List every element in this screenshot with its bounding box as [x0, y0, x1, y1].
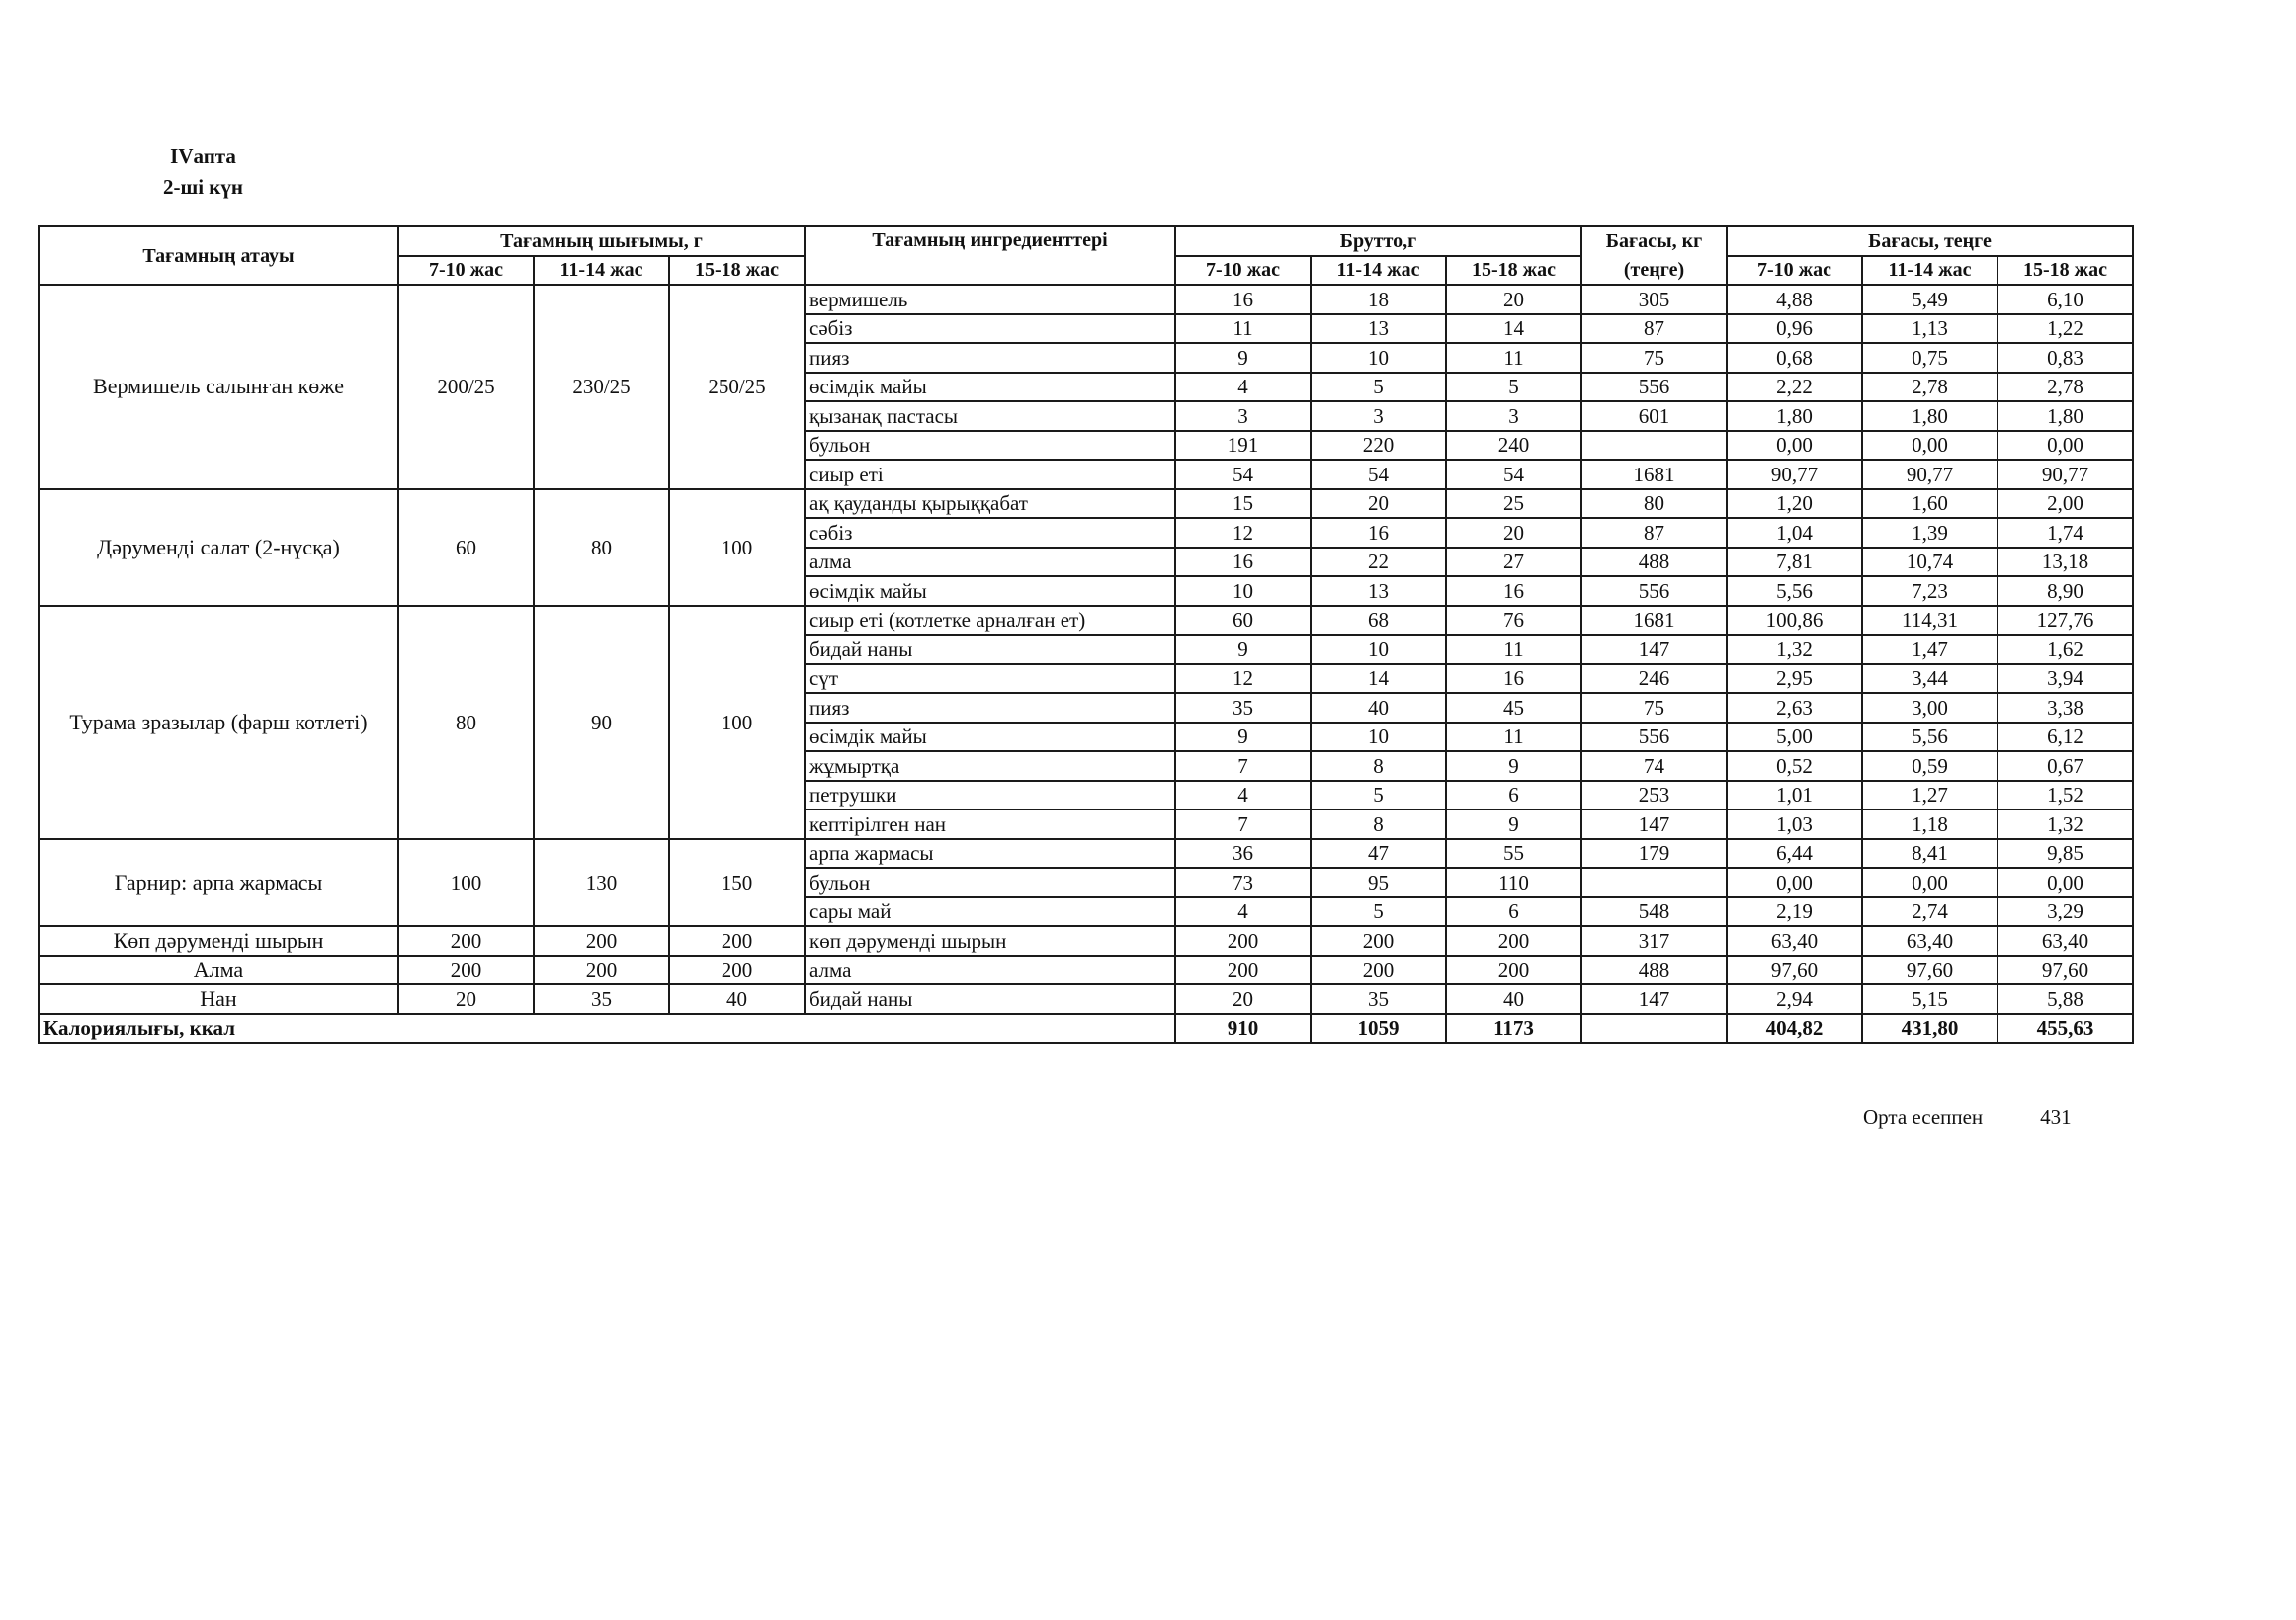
brutto-11-14: 13	[1311, 576, 1446, 606]
ingredient-name: арпа жармасы	[805, 839, 1175, 869]
ingredient-name: жұмыртқа	[805, 751, 1175, 781]
ingredient-row	[39, 926, 2133, 956]
ingredient-row	[39, 984, 2133, 1014]
ingredient-name: сиыр еті (котлетке арналған ет)	[805, 606, 1175, 636]
brutto-11-14: 22	[1311, 548, 1446, 577]
ingredient-name: бидай наны	[805, 635, 1175, 664]
brutto-11-14: 95	[1311, 868, 1446, 897]
brutto-age-11-14: 11-14 жас	[1311, 256, 1446, 286]
brutto-11-14: 200	[1311, 956, 1446, 985]
brutto-11-14: 10	[1311, 635, 1446, 664]
brutto-15-18: 11	[1446, 343, 1581, 373]
brutto-15-18: 3	[1446, 401, 1581, 431]
price-15-18: 2,78	[1998, 373, 2133, 402]
price-age-15-18: 15-18 жас	[1998, 256, 2133, 286]
price-15-18: 8,90	[1998, 576, 2133, 606]
price-kg-header-unit: (теңге)	[1581, 256, 1727, 286]
brutto-7-10: 4	[1175, 781, 1311, 810]
brutto-11-14: 47	[1311, 839, 1446, 869]
brutto-15-18: 55	[1446, 839, 1581, 869]
dish-output-15-18: 250/25	[669, 285, 805, 489]
dish-name: Алма	[39, 956, 398, 985]
brutto-15-18: 20	[1446, 285, 1581, 314]
brutto-15-18: 16	[1446, 664, 1581, 694]
price-per-kg: 147	[1581, 810, 1727, 839]
price-11-14: 10,74	[1862, 548, 1998, 577]
price-7-10: 2,63	[1727, 693, 1862, 723]
price-15-18: 1,74	[1998, 518, 2133, 548]
brutto-15-18: 14	[1446, 314, 1581, 344]
ingredient-name: өсімдік майы	[805, 373, 1175, 402]
total-row	[39, 1014, 2133, 1044]
brutto-15-18: 11	[1446, 635, 1581, 664]
ingredient-row	[39, 285, 2133, 314]
price-11-14: 5,15	[1862, 984, 1998, 1014]
brutto-header: Брутто,г	[1175, 226, 1581, 256]
price-per-kg: 305	[1581, 285, 1727, 314]
price-per-kg	[1581, 868, 1727, 897]
brutto-7-10: 11	[1175, 314, 1311, 344]
week-label: IVапта	[170, 144, 236, 168]
brutto-7-10: 200	[1175, 956, 1311, 985]
ingredient-row	[39, 839, 2133, 869]
price-7-10: 1,32	[1727, 635, 1862, 664]
table-body	[39, 285, 2133, 1014]
brutto-7-10: 191	[1175, 431, 1311, 461]
brutto-7-10: 73	[1175, 868, 1311, 897]
price-7-10: 6,44	[1727, 839, 1862, 869]
price-15-18: 97,60	[1998, 956, 2133, 985]
ingredient-name: сәбіз	[805, 314, 1175, 344]
price-11-14: 2,78	[1862, 373, 1998, 402]
price-7-10: 4,88	[1727, 285, 1862, 314]
brutto-11-14: 35	[1311, 984, 1446, 1014]
average-summary	[1863, 1105, 2072, 1130]
dish-output-7-10: 200	[398, 926, 534, 956]
ingredient-name: өсімдік майы	[805, 723, 1175, 752]
brutto-11-14: 5	[1311, 897, 1446, 927]
price-7-10: 0,52	[1727, 751, 1862, 781]
total-brutto-11-14: 1059	[1311, 1014, 1446, 1044]
dish-output-7-10: 80	[398, 606, 534, 839]
total-brutto-15-18: 1173	[1446, 1014, 1581, 1044]
brutto-15-18: 40	[1446, 984, 1581, 1014]
dish-output-15-18: 150	[669, 839, 805, 927]
price-15-18: 13,18	[1998, 548, 2133, 577]
total-label: Калориялығы, ккал	[39, 1014, 1175, 1044]
price-per-kg: 80	[1581, 489, 1727, 519]
ingredient-row	[39, 489, 2133, 519]
price-7-10: 1,04	[1727, 518, 1862, 548]
price-per-kg: 75	[1581, 693, 1727, 723]
brutto-15-18: 20	[1446, 518, 1581, 548]
price-per-kg: 253	[1581, 781, 1727, 810]
price-per-kg: 147	[1581, 635, 1727, 664]
brutto-7-10: 20	[1175, 984, 1311, 1014]
price-7-10: 0,00	[1727, 868, 1862, 897]
brutto-15-18: 6	[1446, 897, 1581, 927]
price-7-10: 5,56	[1727, 576, 1862, 606]
brutto-15-18: 25	[1446, 489, 1581, 519]
price-11-14: 3,44	[1862, 664, 1998, 694]
ingredient-name: ақ қауданды қырыққабат	[805, 489, 1175, 519]
price-11-14: 0,75	[1862, 343, 1998, 373]
brutto-11-14: 18	[1311, 285, 1446, 314]
ingredient-name: сары май	[805, 897, 1175, 927]
price-per-kg: 1681	[1581, 460, 1727, 489]
price-11-14: 1,39	[1862, 518, 1998, 548]
dish-name: Турама зразылар (фарш котлеті)	[39, 606, 398, 839]
brutto-7-10: 200	[1175, 926, 1311, 956]
price-per-kg: 556	[1581, 576, 1727, 606]
brutto-15-18: 27	[1446, 548, 1581, 577]
price-15-18: 90,77	[1998, 460, 2133, 489]
brutto-11-14: 68	[1311, 606, 1446, 636]
price-per-kg: 488	[1581, 548, 1727, 577]
brutto-11-14: 54	[1311, 460, 1446, 489]
brutto-7-10: 36	[1175, 839, 1311, 869]
brutto-15-18: 200	[1446, 956, 1581, 985]
brutto-11-14: 8	[1311, 751, 1446, 781]
price-7-10: 2,22	[1727, 373, 1862, 402]
dish-output-7-10: 200	[398, 956, 534, 985]
price-11-14: 0,00	[1862, 431, 1998, 461]
price-11-14: 1,80	[1862, 401, 1998, 431]
dish-output-11-14: 90	[534, 606, 669, 839]
price-11-14: 63,40	[1862, 926, 1998, 956]
price-7-10: 2,95	[1727, 664, 1862, 694]
average-label: Орта есеппен	[1863, 1105, 1984, 1129]
price-11-14: 5,56	[1862, 723, 1998, 752]
brutto-11-14: 20	[1311, 489, 1446, 519]
brutto-age-15-18: 15-18 жас	[1446, 256, 1581, 286]
price-7-10: 0,96	[1727, 314, 1862, 344]
brutto-7-10: 9	[1175, 343, 1311, 373]
brutto-7-10: 16	[1175, 285, 1311, 314]
dish-output-11-14: 80	[534, 489, 669, 606]
price-tenge-header: Бағасы, теңге	[1727, 226, 2133, 256]
price-7-10: 0,00	[1727, 431, 1862, 461]
ingredients-header: Тағамның ингредиенттері	[805, 226, 1175, 285]
price-per-kg: 556	[1581, 373, 1727, 402]
brutto-7-10: 4	[1175, 897, 1311, 927]
brutto-7-10: 54	[1175, 460, 1311, 489]
price-7-10: 7,81	[1727, 548, 1862, 577]
price-per-kg: 556	[1581, 723, 1727, 752]
price-per-kg: 87	[1581, 314, 1727, 344]
total-price-11-14: 431,80	[1862, 1014, 1998, 1044]
price-7-10: 1,03	[1727, 810, 1862, 839]
dish-output-7-10: 60	[398, 489, 534, 606]
price-15-18: 1,32	[1998, 810, 2133, 839]
ingredient-name: қызанақ пастасы	[805, 401, 1175, 431]
brutto-7-10: 15	[1175, 489, 1311, 519]
dish-output-7-10: 200/25	[398, 285, 534, 489]
price-15-18: 3,38	[1998, 693, 2133, 723]
brutto-11-14: 14	[1311, 664, 1446, 694]
brutto-7-10: 3	[1175, 401, 1311, 431]
price-11-14: 1,47	[1862, 635, 1998, 664]
brutto-15-18: 5	[1446, 373, 1581, 402]
menu-table	[38, 225, 2134, 1044]
price-11-14: 5,49	[1862, 285, 1998, 314]
dish-output-15-18: 40	[669, 984, 805, 1014]
price-11-14: 1,18	[1862, 810, 1998, 839]
brutto-15-18: 240	[1446, 431, 1581, 461]
table-footer	[39, 1014, 2133, 1044]
price-7-10: 1,20	[1727, 489, 1862, 519]
price-15-18: 127,76	[1998, 606, 2133, 636]
ingredient-name: вермишель	[805, 285, 1175, 314]
price-per-kg: 87	[1581, 518, 1727, 548]
price-15-18: 3,29	[1998, 897, 2133, 927]
brutto-11-14: 220	[1311, 431, 1446, 461]
price-11-14: 2,74	[1862, 897, 1998, 927]
brutto-age-7-10: 7-10 жас	[1175, 256, 1311, 286]
brutto-11-14: 3	[1311, 401, 1446, 431]
dish-output-11-14: 230/25	[534, 285, 669, 489]
price-15-18: 6,10	[1998, 285, 2133, 314]
price-per-kg: 179	[1581, 839, 1727, 869]
price-7-10: 90,77	[1727, 460, 1862, 489]
price-15-18: 6,12	[1998, 723, 2133, 752]
average-value: 431	[2040, 1105, 2072, 1129]
price-per-kg: 147	[1581, 984, 1727, 1014]
brutto-11-14: 40	[1311, 693, 1446, 723]
price-7-10: 1,80	[1727, 401, 1862, 431]
dish-output-11-14: 35	[534, 984, 669, 1014]
price-15-18: 1,22	[1998, 314, 2133, 344]
total-brutto-7-10: 910	[1175, 1014, 1311, 1044]
brutto-15-18: 200	[1446, 926, 1581, 956]
ingredient-name: кептірілген нан	[805, 810, 1175, 839]
price-kg-header: Бағасы, кг	[1581, 226, 1727, 256]
ingredient-name: алма	[805, 956, 1175, 985]
ingredient-name: сиыр еті	[805, 460, 1175, 489]
ingredient-name: өсімдік майы	[805, 576, 1175, 606]
ingredient-name: алма	[805, 548, 1175, 577]
ingredient-row	[39, 606, 2133, 636]
price-age-11-14: 11-14 жас	[1862, 256, 1998, 286]
brutto-7-10: 9	[1175, 635, 1311, 664]
price-11-14: 7,23	[1862, 576, 1998, 606]
price-per-kg: 488	[1581, 956, 1727, 985]
price-per-kg	[1581, 431, 1727, 461]
ingredient-name: бульон	[805, 431, 1175, 461]
brutto-15-18: 11	[1446, 723, 1581, 752]
output-age-11-14: 11-14 жас	[534, 256, 669, 286]
dish-name: Нан	[39, 984, 398, 1014]
dish-name: Гарнир: арпа жармасы	[39, 839, 398, 927]
ingredient-name: сәбіз	[805, 518, 1175, 548]
brutto-15-18: 9	[1446, 810, 1581, 839]
price-15-18: 2,00	[1998, 489, 2133, 519]
ingredient-name: петрушки	[805, 781, 1175, 810]
brutto-7-10: 35	[1175, 693, 1311, 723]
price-7-10: 0,68	[1727, 343, 1862, 373]
total-price-15-18: 455,63	[1998, 1014, 2133, 1044]
dish-output-7-10: 100	[398, 839, 534, 927]
brutto-11-14: 10	[1311, 343, 1446, 373]
brutto-11-14: 16	[1311, 518, 1446, 548]
price-11-14: 90,77	[1862, 460, 1998, 489]
price-11-14: 0,59	[1862, 751, 1998, 781]
total-price-7-10: 404,82	[1727, 1014, 1862, 1044]
price-per-kg: 1681	[1581, 606, 1727, 636]
brutto-7-10: 12	[1175, 664, 1311, 694]
price-15-18: 1,52	[1998, 781, 2133, 810]
dish-output-15-18: 200	[669, 926, 805, 956]
price-11-14: 8,41	[1862, 839, 1998, 869]
price-15-18: 9,85	[1998, 839, 2133, 869]
document-header	[163, 141, 243, 203]
price-11-14: 97,60	[1862, 956, 1998, 985]
price-7-10: 5,00	[1727, 723, 1862, 752]
price-7-10: 2,19	[1727, 897, 1862, 927]
brutto-15-18: 76	[1446, 606, 1581, 636]
price-15-18: 5,88	[1998, 984, 2133, 1014]
brutto-7-10: 10	[1175, 576, 1311, 606]
price-7-10: 1,01	[1727, 781, 1862, 810]
output-age-7-10: 7-10 жас	[398, 256, 534, 286]
ingredient-name: бульон	[805, 868, 1175, 897]
dish-output-11-14: 130	[534, 839, 669, 927]
brutto-15-18: 45	[1446, 693, 1581, 723]
brutto-11-14: 5	[1311, 781, 1446, 810]
brutto-7-10: 16	[1175, 548, 1311, 577]
ingredient-row	[39, 956, 2133, 985]
price-per-kg: 601	[1581, 401, 1727, 431]
price-per-kg: 548	[1581, 897, 1727, 927]
dish-output-15-18: 100	[669, 489, 805, 606]
price-11-14: 0,00	[1862, 868, 1998, 897]
price-per-kg: 74	[1581, 751, 1727, 781]
brutto-11-14: 5	[1311, 373, 1446, 402]
price-per-kg: 75	[1581, 343, 1727, 373]
price-15-18: 1,80	[1998, 401, 2133, 431]
brutto-7-10: 4	[1175, 373, 1311, 402]
day-label: 2-ші күн	[163, 175, 244, 199]
brutto-7-10: 7	[1175, 810, 1311, 839]
dish-name-header: Тағамның атауы	[39, 226, 398, 285]
brutto-11-14: 8	[1311, 810, 1446, 839]
brutto-11-14: 200	[1311, 926, 1446, 956]
price-15-18: 0,00	[1998, 431, 2133, 461]
dish-output-11-14: 200	[534, 926, 669, 956]
ingredient-name: бидай наны	[805, 984, 1175, 1014]
price-11-14: 3,00	[1862, 693, 1998, 723]
price-11-14: 1,27	[1862, 781, 1998, 810]
brutto-7-10: 9	[1175, 723, 1311, 752]
price-per-kg: 317	[1581, 926, 1727, 956]
table-header	[39, 226, 2133, 285]
dish-output-11-14: 200	[534, 956, 669, 985]
brutto-7-10: 60	[1175, 606, 1311, 636]
ingredient-name: пияз	[805, 343, 1175, 373]
price-11-14: 1,13	[1862, 314, 1998, 344]
brutto-15-18: 16	[1446, 576, 1581, 606]
price-15-18: 3,94	[1998, 664, 2133, 694]
dish-output-15-18: 200	[669, 956, 805, 985]
price-7-10: 100,86	[1727, 606, 1862, 636]
price-per-kg: 246	[1581, 664, 1727, 694]
price-15-18: 1,62	[1998, 635, 2133, 664]
price-15-18: 0,83	[1998, 343, 2133, 373]
dish-name: Көп дәрумендi шырын	[39, 926, 398, 956]
brutto-11-14: 10	[1311, 723, 1446, 752]
brutto-7-10: 12	[1175, 518, 1311, 548]
price-7-10: 97,60	[1727, 956, 1862, 985]
total-price-kg	[1581, 1014, 1727, 1044]
dish-name: Вермишель салынған көже	[39, 285, 398, 489]
brutto-15-18: 9	[1446, 751, 1581, 781]
dish-output-15-18: 100	[669, 606, 805, 839]
price-11-14: 114,31	[1862, 606, 1998, 636]
brutto-15-18: 54	[1446, 460, 1581, 489]
brutto-15-18: 110	[1446, 868, 1581, 897]
brutto-7-10: 7	[1175, 751, 1311, 781]
price-15-18: 63,40	[1998, 926, 2133, 956]
brutto-11-14: 13	[1311, 314, 1446, 344]
price-7-10: 2,94	[1727, 984, 1862, 1014]
dish-output-7-10: 20	[398, 984, 534, 1014]
dish-name: Дәрумендi салат (2-нұсқа)	[39, 489, 398, 606]
price-11-14: 1,60	[1862, 489, 1998, 519]
price-age-7-10: 7-10 жас	[1727, 256, 1862, 286]
brutto-15-18: 6	[1446, 781, 1581, 810]
ingredient-name: сүт	[805, 664, 1175, 694]
output-header: Тағамның шығымы, г	[398, 226, 805, 256]
output-age-15-18: 15-18 жас	[669, 256, 805, 286]
price-15-18: 0,00	[1998, 868, 2133, 897]
ingredient-name: көп дәрумендi шырын	[805, 926, 1175, 956]
ingredient-name: пияз	[805, 693, 1175, 723]
price-15-18: 0,67	[1998, 751, 2133, 781]
price-7-10: 63,40	[1727, 926, 1862, 956]
